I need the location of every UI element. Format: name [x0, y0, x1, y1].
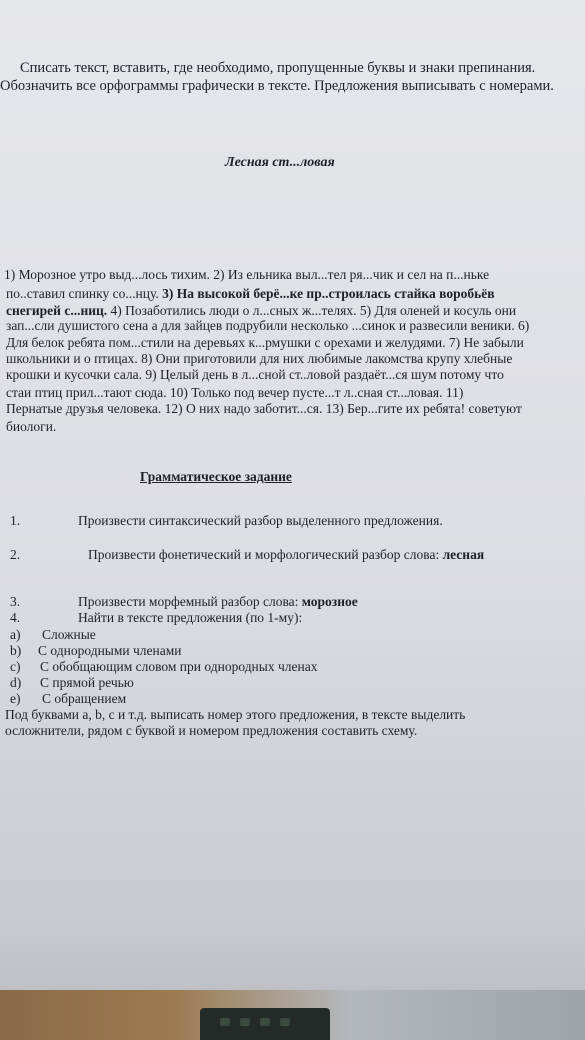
- task-3-label: Произвести морфемный разбор слова:: [78, 594, 302, 609]
- text-line-10: биологи.: [6, 419, 57, 434]
- text-line-1: 1) Морозное утро выд...лось тихим. 2) Из ельника выл...тел ря...чик и сел на п...ньке: [4, 267, 490, 282]
- device-key: [220, 1018, 230, 1026]
- sub-b-text: С однородными членами: [38, 643, 182, 658]
- text-line-4: зап...сли душистого сена а для зайцев подрубили несколько ...синок и развесили веники. 6): [6, 318, 530, 333]
- sub-e-text: С обращением: [42, 691, 127, 706]
- task-2-word: лесная: [442, 547, 485, 562]
- text-line-8: стаи птиц прил...тают сюда. 10) Только под вечер пусте...т л..сная ст...ловая. 11): [6, 385, 464, 400]
- text-line-3-rest: 4) Позаботились люди о л...сных ж...телях. 5) Для оленей и косуль они: [107, 303, 517, 318]
- instruction-line-2: Обозначить все орфограммы графически в тексте. Предложения выписывать с номерами.: [0, 78, 554, 94]
- sub-c-text: С обобщающим словом при однородных членах: [40, 659, 318, 674]
- sub-e-letter: e): [10, 691, 21, 706]
- instruction-line-1: Списать текст, вставить, где необходимо, пропущенные буквы и знаки препинания.: [20, 60, 536, 76]
- task-2-label: Произвести фонетический и морфологический разбор слова:: [88, 547, 443, 562]
- text-line-9: Пернатые друзья человека. 12) О них надо заботит...ся. 13) Бер...гите их ребята! советуют: [6, 401, 522, 416]
- grammar-note-line-1: Под буквами a, b, c и т.д. выписать номер этого предложения, в тексте выделить: [5, 707, 466, 722]
- grammar-heading: Грамматическое задание: [140, 469, 292, 484]
- task-2-number: 2.: [10, 547, 21, 562]
- sub-d-letter: d): [10, 675, 22, 690]
- highlighted-sentence-part-2: снегирей с...ниц.: [6, 303, 108, 318]
- task-3-text: [78, 593, 358, 610]
- sub-a-text: Сложные: [42, 627, 96, 642]
- text-line-2: [6, 285, 495, 302]
- task-3-word: морозное: [301, 594, 358, 609]
- text-line-5: Для белок ребята пом...стили на деревьях к...рмушки с орехами и желудями. 7) Не забыли: [6, 335, 524, 350]
- text-line-6: школьники и о птицах. 8) Они приготовили для них любимые лакомства крупу хлебные: [6, 351, 513, 366]
- sub-a-letter: a): [10, 627, 21, 642]
- sub-d-text: С прямой речью: [40, 675, 134, 690]
- highlighted-sentence-part-1: 3) На высокой берё...ке пр..строилась стайка воробьёв: [162, 286, 495, 301]
- calculator-edge: [200, 1008, 330, 1040]
- task-4-number: 4.: [10, 610, 21, 625]
- task-1-number: 1.: [10, 513, 21, 528]
- task-3-number: 3.: [10, 594, 21, 609]
- sub-b-letter: b): [10, 643, 22, 658]
- task-4-text: Найти в тексте предложения (по 1-му):: [78, 610, 303, 625]
- device-key: [280, 1018, 290, 1026]
- text-line-7: крошки и кусочки сала. 9) Целый день в л...сной ст..ловой раздаёт...ся шум потому что: [6, 367, 504, 382]
- text-line-2-start: по..ставил спинку со...нцу.: [6, 286, 163, 301]
- device-key: [240, 1018, 250, 1026]
- task-1-text: Произвести синтаксический разбор выделенного предложения.: [78, 513, 443, 528]
- task-2-text: [88, 546, 484, 563]
- text-title: Лесная ст...ловая: [225, 155, 335, 170]
- sub-c-letter: c): [10, 659, 21, 674]
- grammar-note-line-2: осложнители, рядом с буквой и номером предложения составить схему.: [5, 723, 418, 738]
- device-key: [260, 1018, 270, 1026]
